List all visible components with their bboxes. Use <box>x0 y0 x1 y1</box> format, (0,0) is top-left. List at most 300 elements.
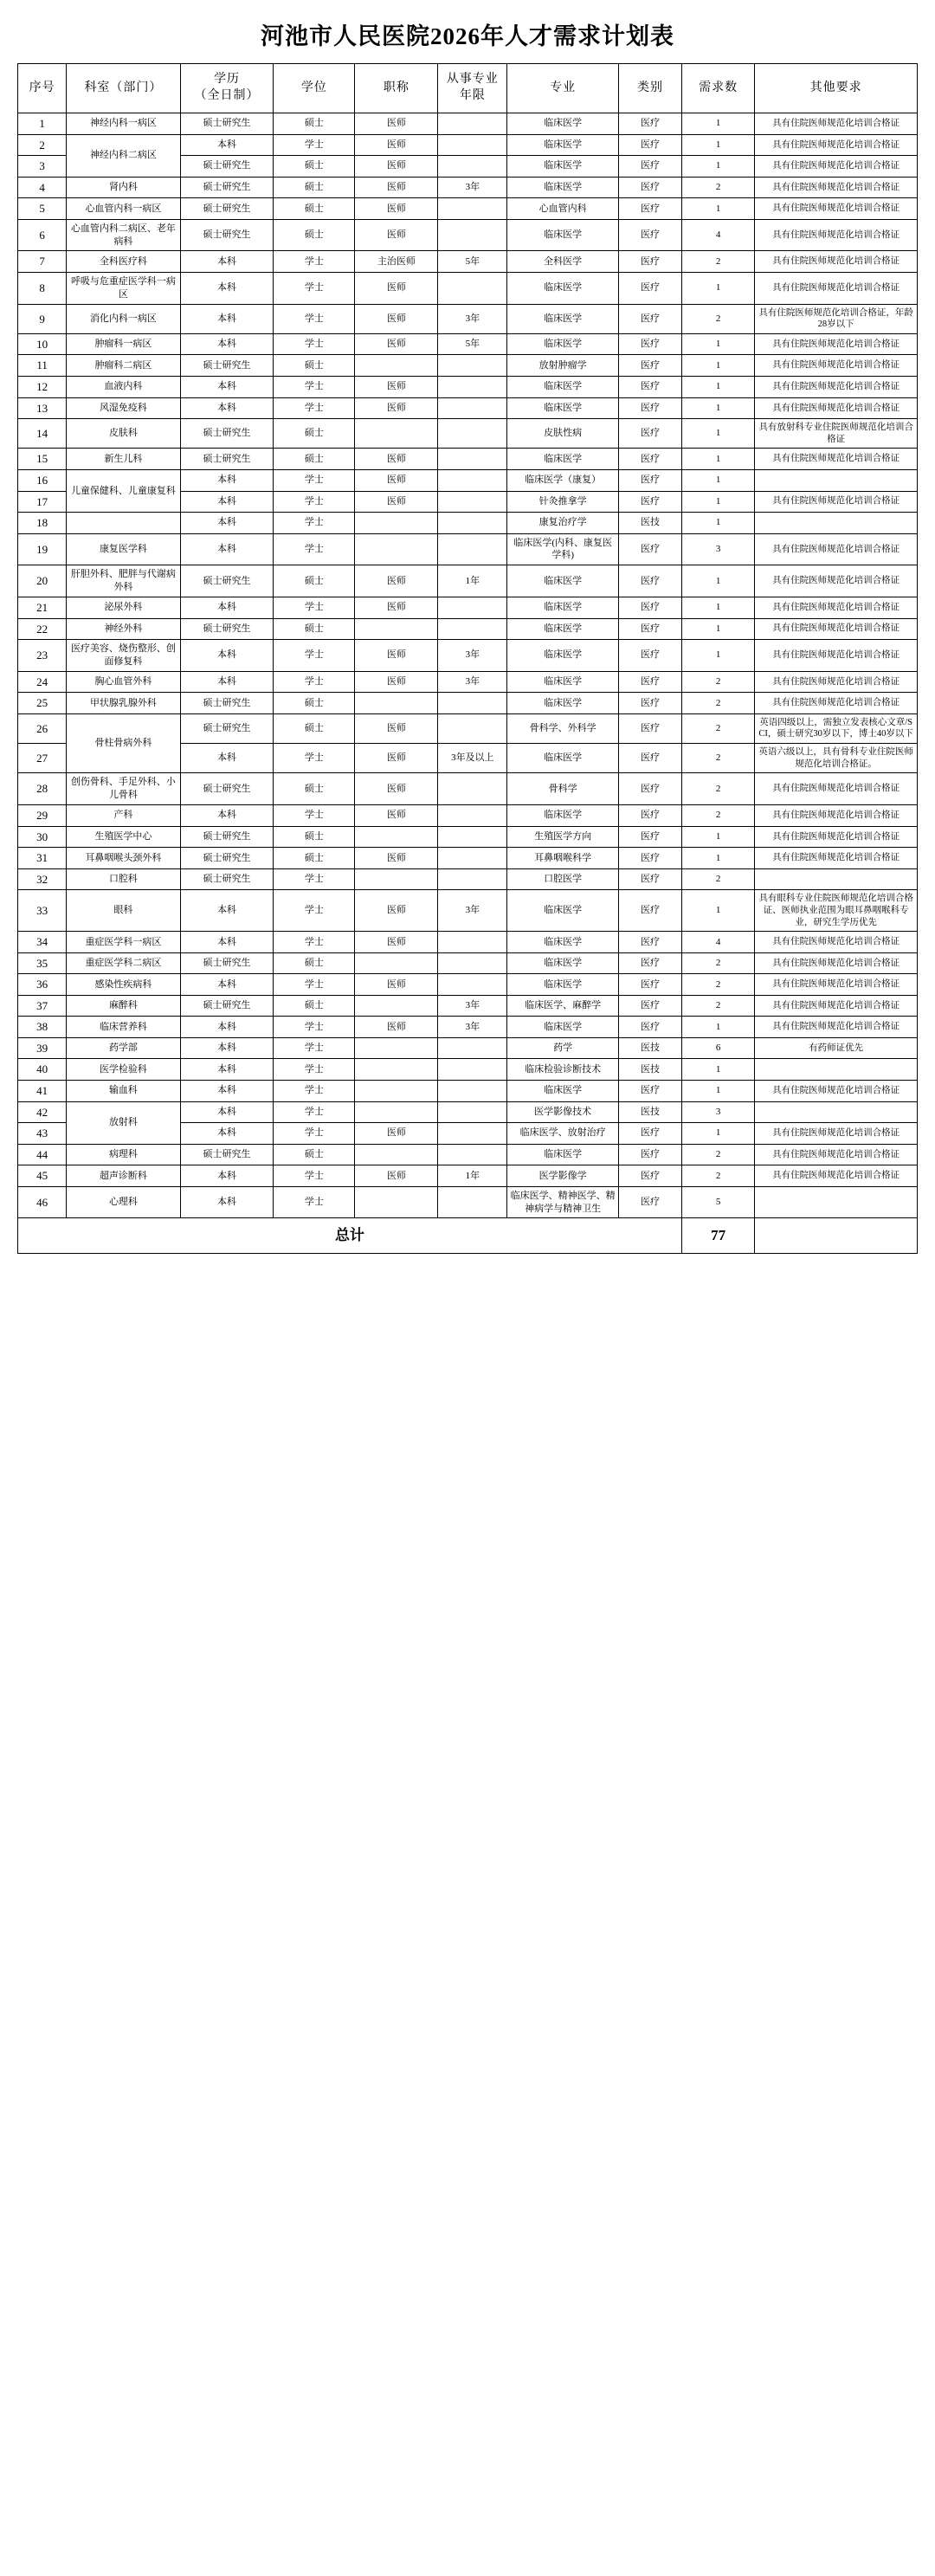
cell-other: 具有住院医师规范化培训合格证 <box>755 1144 918 1165</box>
total-other <box>755 1218 918 1254</box>
column-header-education <box>180 64 274 113</box>
cell-edu: 本科 <box>180 805 274 827</box>
cell-major: 临床医学(内科、康复医学科) <box>507 533 619 565</box>
cell-idx: 25 <box>18 693 67 714</box>
cell-degree: 硕士 <box>274 113 355 135</box>
cell-num: 1 <box>681 491 754 513</box>
cell-idx: 5 <box>18 198 67 220</box>
cell-edu: 硕士研究生 <box>180 419 274 449</box>
cell-dept: 肾内科 <box>67 177 180 198</box>
cell-years <box>438 826 507 848</box>
cell-dept: 风湿免疫科 <box>67 397 180 419</box>
cell-dept: 医疗美容、烧伤整形、创面修复科 <box>67 640 180 672</box>
cell-cat: 医疗 <box>619 597 682 618</box>
cell-dept: 药学部 <box>67 1037 180 1059</box>
table-row <box>18 397 918 419</box>
cell-years <box>438 618 507 640</box>
cell-num: 2 <box>681 805 754 827</box>
cell-cat: 医疗 <box>619 773 682 805</box>
cell-edu: 本科 <box>180 134 274 156</box>
cell-edu: 硕士研究生 <box>180 177 274 198</box>
cell-num: 2 <box>681 868 754 890</box>
cell-dept: 胸心血管外科 <box>67 671 180 693</box>
table-row <box>18 995 918 1017</box>
table-row <box>18 890 918 932</box>
table-row <box>18 1101 918 1123</box>
cell-title <box>355 1186 438 1218</box>
cell-title: 医师 <box>355 304 438 333</box>
cell-major: 临床医学 <box>507 1144 619 1165</box>
cell-num: 5 <box>681 1186 754 1218</box>
cell-years: 3年 <box>438 640 507 672</box>
cell-idx: 4 <box>18 177 67 198</box>
table-row <box>18 1037 918 1059</box>
cell-years <box>438 272 507 304</box>
cell-num: 1 <box>681 198 754 220</box>
cell-num: 2 <box>681 1165 754 1187</box>
cell-num: 2 <box>681 713 754 743</box>
cell-num: 2 <box>681 744 754 773</box>
cell-years: 1年 <box>438 565 507 597</box>
cell-other <box>755 513 918 534</box>
cell-major: 全科医学 <box>507 251 619 273</box>
cell-major: 临床医学 <box>507 597 619 618</box>
cell-dept: 新生儿科 <box>67 449 180 470</box>
cell-years <box>438 355 507 377</box>
cell-degree: 学士 <box>274 744 355 773</box>
cell-dept: 泌尿外科 <box>67 597 180 618</box>
cell-num: 1 <box>681 272 754 304</box>
cell-idx: 37 <box>18 995 67 1017</box>
cell-other: 具有住院医师规范化培训合格证 <box>755 848 918 869</box>
cell-idx: 36 <box>18 974 67 996</box>
cell-other: 具有住院医师规范化培训合格证 <box>755 773 918 805</box>
cell-edu: 本科 <box>180 932 274 953</box>
table-row <box>18 251 918 273</box>
table-row <box>18 713 918 743</box>
cell-dept: 皮肤科 <box>67 419 180 449</box>
cell-num: 1 <box>681 449 754 470</box>
cell-major: 临床医学 <box>507 932 619 953</box>
table-row <box>18 640 918 672</box>
cell-cat: 医疗 <box>619 693 682 714</box>
cell-title <box>355 618 438 640</box>
cell-years <box>438 113 507 135</box>
cell-idx: 7 <box>18 251 67 273</box>
table-row <box>18 597 918 618</box>
cell-major: 临床医学 <box>507 890 619 932</box>
cell-other: 具有住院医师规范化培训合格证 <box>755 272 918 304</box>
cell-other <box>755 1186 918 1218</box>
cell-edu: 本科 <box>180 251 274 273</box>
cell-num: 1 <box>681 618 754 640</box>
cell-title: 医师 <box>355 932 438 953</box>
cell-idx: 35 <box>18 952 67 974</box>
cell-years <box>438 134 507 156</box>
cell-major: 临床医学、麻醉学 <box>507 995 619 1017</box>
table-row <box>18 826 918 848</box>
cell-cat: 医疗 <box>619 1081 682 1102</box>
cell-dept: 放射科 <box>67 1101 180 1144</box>
table-row <box>18 355 918 377</box>
cell-other: 具有住院医师规范化培训合格证 <box>755 533 918 565</box>
cell-idx: 29 <box>18 805 67 827</box>
cell-other: 具有住院医师规范化培训合格证 <box>755 671 918 693</box>
table-row <box>18 177 918 198</box>
cell-other: 具有住院医师规范化培训合格证 <box>755 491 918 513</box>
table-row <box>18 773 918 805</box>
table-row <box>18 113 918 135</box>
cell-idx: 16 <box>18 469 67 491</box>
cell-degree: 硕士 <box>274 773 355 805</box>
cell-other: 具有住院医师规范化培训合格证，年龄28岁以下 <box>755 304 918 333</box>
cell-cat: 医疗 <box>619 1186 682 1218</box>
cell-years <box>438 1186 507 1218</box>
cell-years: 3年 <box>438 890 507 932</box>
cell-edu: 本科 <box>180 671 274 693</box>
cell-cat: 医疗 <box>619 995 682 1017</box>
cell-degree: 学士 <box>274 377 355 398</box>
cell-cat: 医疗 <box>619 974 682 996</box>
cell-major: 骨科学 <box>507 773 619 805</box>
cell-title: 医师 <box>355 805 438 827</box>
cell-dept: 生殖医学中心 <box>67 826 180 848</box>
table-row <box>18 1144 918 1165</box>
cell-other: 具有住院医师规范化培训合格证 <box>755 693 918 714</box>
cell-major: 医学影像学 <box>507 1165 619 1187</box>
cell-major: 临床医学 <box>507 640 619 672</box>
cell-edu: 本科 <box>180 597 274 618</box>
cell-years <box>438 449 507 470</box>
column-header-index: 序号 <box>18 64 67 113</box>
cell-years: 3年 <box>438 671 507 693</box>
cell-other: 具有住院医师规范化培训合格证 <box>755 134 918 156</box>
cell-years <box>438 1101 507 1123</box>
cell-degree: 学士 <box>274 1059 355 1081</box>
cell-edu: 本科 <box>180 377 274 398</box>
cell-idx: 8 <box>18 272 67 304</box>
table-row <box>18 513 918 534</box>
document-page <box>0 0 935 1271</box>
cell-cat: 医疗 <box>619 491 682 513</box>
cell-cat: 医疗 <box>619 744 682 773</box>
cell-degree: 硕士 <box>274 355 355 377</box>
cell-dept: 神经外科 <box>67 618 180 640</box>
cell-other: 具有住院医师规范化培训合格证 <box>755 198 918 220</box>
cell-edu: 本科 <box>180 1037 274 1059</box>
cell-idx: 2 <box>18 134 67 156</box>
cell-other <box>755 469 918 491</box>
cell-title: 医师 <box>355 597 438 618</box>
cell-idx: 6 <box>18 219 67 251</box>
cell-degree: 学士 <box>274 513 355 534</box>
cell-cat: 医疗 <box>619 805 682 827</box>
column-header-title: 职称 <box>355 64 438 113</box>
cell-edu: 硕士研究生 <box>180 693 274 714</box>
cell-years <box>438 397 507 419</box>
cell-other: 具有住院医师规范化培训合格证 <box>755 805 918 827</box>
table-row <box>18 134 918 156</box>
cell-major: 临床检验诊断技术 <box>507 1059 619 1081</box>
cell-title <box>355 868 438 890</box>
cell-major: 耳鼻咽喉科学 <box>507 848 619 869</box>
cell-other: 具有住院医师规范化培训合格证 <box>755 826 918 848</box>
cell-major: 生殖医学方向 <box>507 826 619 848</box>
cell-cat: 医疗 <box>619 134 682 156</box>
cell-degree: 学士 <box>274 533 355 565</box>
cell-years: 3年及以上 <box>438 744 507 773</box>
cell-years: 3年 <box>438 995 507 1017</box>
cell-degree: 学士 <box>274 640 355 672</box>
cell-num: 1 <box>681 355 754 377</box>
column-header-quantity: 需求数 <box>681 64 754 113</box>
table-row <box>18 272 918 304</box>
cell-years <box>438 805 507 827</box>
cell-dept: 康复医学科 <box>67 533 180 565</box>
table-row <box>18 565 918 597</box>
cell-degree: 硕士 <box>274 618 355 640</box>
cell-other: 具有住院医师规范化培训合格证 <box>755 333 918 355</box>
cell-dept: 麻醉科 <box>67 995 180 1017</box>
cell-num: 2 <box>681 952 754 974</box>
cell-degree: 硕士 <box>274 449 355 470</box>
cell-num: 1 <box>681 1123 754 1145</box>
cell-title <box>355 952 438 974</box>
cell-idx: 24 <box>18 671 67 693</box>
cell-cat: 医疗 <box>619 1144 682 1165</box>
cell-other: 具有住院医师规范化培训合格证 <box>755 618 918 640</box>
cell-idx: 32 <box>18 868 67 890</box>
cell-degree: 学士 <box>274 1037 355 1059</box>
cell-dept: 呼吸与危重症医学科一病区 <box>67 272 180 304</box>
cell-title <box>355 1081 438 1102</box>
cell-years <box>438 974 507 996</box>
cell-title: 医师 <box>355 848 438 869</box>
cell-edu: 本科 <box>180 1059 274 1081</box>
cell-years <box>438 198 507 220</box>
cell-title: 医师 <box>355 449 438 470</box>
cell-major: 医学影像技术 <box>507 1101 619 1123</box>
column-header-years <box>438 64 507 113</box>
cell-edu: 硕士研究生 <box>180 219 274 251</box>
cell-other <box>755 868 918 890</box>
cell-major: 临床医学 <box>507 671 619 693</box>
cell-edu: 本科 <box>180 1186 274 1218</box>
cell-title <box>355 1059 438 1081</box>
cell-title <box>355 355 438 377</box>
table-body <box>18 113 918 1218</box>
cell-major: 临床医学 <box>507 565 619 597</box>
cell-title: 医师 <box>355 333 438 355</box>
cell-degree: 学士 <box>274 671 355 693</box>
cell-cat: 医疗 <box>619 156 682 178</box>
cell-dept: 临床营养科 <box>67 1017 180 1038</box>
cell-idx: 27 <box>18 744 67 773</box>
cell-num: 1 <box>681 156 754 178</box>
cell-degree: 学士 <box>274 890 355 932</box>
total-value: 77 <box>681 1218 754 1254</box>
cell-title: 医师 <box>355 377 438 398</box>
cell-edu: 硕士研究生 <box>180 156 274 178</box>
cell-other: 具有住院医师规范化培训合格证 <box>755 156 918 178</box>
cell-edu: 硕士研究生 <box>180 198 274 220</box>
table-row <box>18 1059 918 1081</box>
cell-num: 1 <box>681 134 754 156</box>
cell-major: 临床医学 <box>507 1017 619 1038</box>
cell-dept: 骨柱骨病外科 <box>67 713 180 773</box>
cell-title <box>355 826 438 848</box>
cell-title: 医师 <box>355 1123 438 1145</box>
cell-degree: 学士 <box>274 1017 355 1038</box>
table-footer <box>18 1218 918 1254</box>
cell-dept: 全科医疗科 <box>67 251 180 273</box>
cell-years <box>438 952 507 974</box>
cell-edu: 本科 <box>180 272 274 304</box>
cell-major: 临床医学 <box>507 219 619 251</box>
cell-cat: 医疗 <box>619 113 682 135</box>
cell-idx: 43 <box>18 1123 67 1145</box>
cell-years <box>438 469 507 491</box>
cell-other: 具有住院医师规范化培训合格证 <box>755 397 918 419</box>
cell-edu: 本科 <box>180 890 274 932</box>
cell-num: 2 <box>681 974 754 996</box>
cell-cat: 医疗 <box>619 419 682 449</box>
cell-edu: 本科 <box>180 1081 274 1102</box>
cell-cat: 医技 <box>619 1101 682 1123</box>
table-row <box>18 618 918 640</box>
cell-years <box>438 513 507 534</box>
cell-num: 2 <box>681 773 754 805</box>
cell-num: 2 <box>681 1144 754 1165</box>
cell-other: 具有眼科专业住院医师规范化培训合格证、医师执业范围为眼耳鼻咽喉科专业，研究生学历优先 <box>755 890 918 932</box>
cell-degree: 学士 <box>274 1123 355 1145</box>
cell-title: 医师 <box>355 156 438 178</box>
cell-edu: 硕士研究生 <box>180 565 274 597</box>
cell-cat: 医疗 <box>619 618 682 640</box>
cell-cat: 医疗 <box>619 826 682 848</box>
cell-major: 临床医学 <box>507 805 619 827</box>
cell-dept: 产科 <box>67 805 180 827</box>
cell-num: 1 <box>681 1059 754 1081</box>
cell-degree: 硕士 <box>274 419 355 449</box>
cell-other: 具有住院医师规范化培训合格证 <box>755 995 918 1017</box>
cell-edu: 本科 <box>180 1165 274 1187</box>
cell-degree: 学士 <box>274 469 355 491</box>
cell-title: 医师 <box>355 1017 438 1038</box>
cell-edu: 硕士研究生 <box>180 773 274 805</box>
cell-num: 1 <box>681 113 754 135</box>
cell-edu: 硕士研究生 <box>180 1144 274 1165</box>
cell-title: 医师 <box>355 773 438 805</box>
cell-dept: 超声诊断科 <box>67 1165 180 1187</box>
table-row <box>18 952 918 974</box>
cell-title: 医师 <box>355 565 438 597</box>
cell-major: 临床医学 <box>507 177 619 198</box>
cell-other: 具有住院医师规范化培训合格证 <box>755 974 918 996</box>
cell-other: 具有住院医师规范化培训合格证 <box>755 1017 918 1038</box>
cell-cat: 医疗 <box>619 640 682 672</box>
cell-edu: 本科 <box>180 304 274 333</box>
cell-num: 2 <box>681 304 754 333</box>
cell-idx: 34 <box>18 932 67 953</box>
cell-other: 具有住院医师规范化培训合格证 <box>755 219 918 251</box>
cell-other: 具有住院医师规范化培训合格证 <box>755 251 918 273</box>
cell-idx: 19 <box>18 533 67 565</box>
cell-num: 2 <box>681 693 754 714</box>
table-row <box>18 1081 918 1102</box>
cell-cat: 医疗 <box>619 251 682 273</box>
cell-degree: 学士 <box>274 251 355 273</box>
table-header <box>18 64 918 113</box>
cell-major: 临床医学 <box>507 134 619 156</box>
cell-edu: 本科 <box>180 974 274 996</box>
cell-dept: 心血管内科一病区 <box>67 198 180 220</box>
cell-dept: 医学检验科 <box>67 1059 180 1081</box>
cell-dept: 甲状腺乳腺外科 <box>67 693 180 714</box>
cell-title: 医师 <box>355 272 438 304</box>
cell-years <box>438 419 507 449</box>
cell-years <box>438 848 507 869</box>
cell-degree: 学士 <box>274 397 355 419</box>
table-row <box>18 805 918 827</box>
cell-edu: 本科 <box>180 640 274 672</box>
cell-idx: 31 <box>18 848 67 869</box>
cell-degree: 学士 <box>274 1165 355 1187</box>
cell-other: 具有住院医师规范化培训合格证 <box>755 597 918 618</box>
cell-idx: 15 <box>18 449 67 470</box>
cell-degree: 学士 <box>274 134 355 156</box>
cell-degree: 学士 <box>274 932 355 953</box>
cell-num: 2 <box>681 995 754 1017</box>
cell-edu: 硕士研究生 <box>180 952 274 974</box>
table-row <box>18 377 918 398</box>
cell-other: 具有住院医师规范化培训合格证 <box>755 177 918 198</box>
cell-major: 皮肤性病 <box>507 419 619 449</box>
cell-other <box>755 1059 918 1081</box>
cell-major: 骨科学、外科学 <box>507 713 619 743</box>
cell-years: 3年 <box>438 304 507 333</box>
table-row <box>18 693 918 714</box>
cell-edu: 硕士研究生 <box>180 618 274 640</box>
cell-major: 临床医学 <box>507 397 619 419</box>
cell-num: 1 <box>681 377 754 398</box>
cell-dept: 肿瘤科一病区 <box>67 333 180 355</box>
cell-cat: 医疗 <box>619 868 682 890</box>
recruitment-plan-table <box>17 63 918 1254</box>
cell-cat: 医疗 <box>619 449 682 470</box>
cell-years <box>438 1081 507 1102</box>
cell-title: 医师 <box>355 974 438 996</box>
cell-years: 5年 <box>438 333 507 355</box>
cell-cat: 医疗 <box>619 952 682 974</box>
cell-idx: 11 <box>18 355 67 377</box>
cell-num: 6 <box>681 1037 754 1059</box>
cell-years <box>438 868 507 890</box>
cell-title: 医师 <box>355 198 438 220</box>
cell-idx: 12 <box>18 377 67 398</box>
cell-title <box>355 419 438 449</box>
cell-major: 针灸推拿学 <box>507 491 619 513</box>
cell-dept: 神经内科二病区 <box>67 134 180 177</box>
table-row <box>18 868 918 890</box>
cell-degree: 硕士 <box>274 848 355 869</box>
cell-title: 医师 <box>355 134 438 156</box>
column-header-years-line2: 年限 <box>459 89 486 102</box>
cell-major: 临床医学 <box>507 333 619 355</box>
cell-other: 具有住院医师规范化培训合格证 <box>755 952 918 974</box>
cell-degree: 学士 <box>274 974 355 996</box>
cell-other: 具有放射科专业住院医师规范化培训合格证 <box>755 419 918 449</box>
